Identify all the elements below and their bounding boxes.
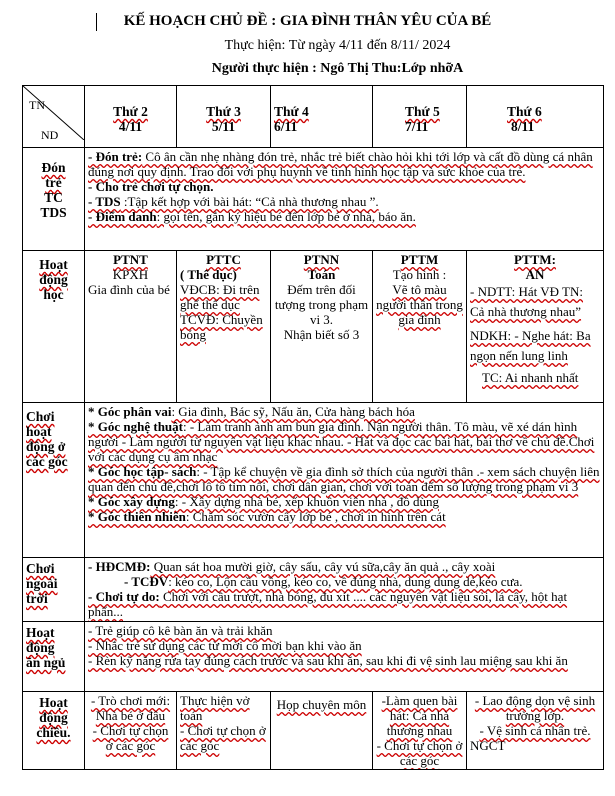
body-text: : kéo co, Lộn cầu vồng, kéo co, về đúng nhà, dung dung dẻ,kéo cưa. <box>168 574 523 589</box>
day-name: Thứ 3 <box>206 104 241 119</box>
bold-head: - Điểm danh <box>88 209 157 224</box>
don-tre-line-2: - Cho trẻ chơi tự chọn. <box>88 179 214 194</box>
body-text: Cô ân cần nhẹ nhàng đón trẻ, nhắc trẻ biết chào hỏi khi tới lớp và cất đồ dùng cá nhân đúng nơi quy định. Trao đổi với phụ huynh về tình hình học tập và sức khỏe của trẻ. <box>88 149 593 179</box>
ngoai-troi-line-1 <box>88 559 600 574</box>
don-tre-line-3 <box>88 194 600 209</box>
row-an-ngu <box>23 622 604 692</box>
row-label-ngoai-troi <box>23 558 85 622</box>
chieu-line: - Vệ sinh cá nhân trẻ. <box>479 723 591 738</box>
don-tre-line-4 <box>88 209 600 224</box>
subject-line: Đếm trên đối tượng trong phạm vi 3. <box>274 282 369 327</box>
goc-thien-nhien <box>88 509 600 524</box>
goc-xay-dung <box>88 494 600 509</box>
subject-head: PTTM: <box>514 252 556 267</box>
label-line: TDS <box>40 205 67 220</box>
chieu-line: Thực hiện vở toán <box>180 693 250 723</box>
subject-head: PTNT <box>113 252 148 267</box>
hdh-wed <box>271 251 373 403</box>
subject-line: VĐCB: Đi trên ghế thể dục <box>180 282 260 312</box>
don-tre-content <box>85 148 604 251</box>
day-date: 4/11 <box>118 119 143 134</box>
subject-sub: AN <box>525 267 545 282</box>
label-line: các góc <box>26 454 68 469</box>
header-row <box>23 86 604 148</box>
row-hoat-dong-hoc <box>23 251 604 403</box>
don-tre-line-1 <box>88 149 600 179</box>
chieu-thu <box>373 692 467 770</box>
subject-line: NDKH: - Nghe hát: Ba ngọn nến lung linh <box>470 328 591 363</box>
subject-line: Gia đình của bé <box>88 282 170 297</box>
subject-line: TCVĐ: Chuyền bóng <box>180 312 263 342</box>
plan-dates: Thực hiện: Từ ngày 4/11 đến 8/11/ 2024 <box>224 38 451 53</box>
subject-line: - NDTT: Hát VĐ TN: Cả nhà thương nhau” <box>470 284 583 319</box>
subject-head: PTTC <box>206 252 241 267</box>
day-date: 8/11 <box>511 119 535 134</box>
body-text: : Gia đình, Bác sỹ, Nấu ăn, Cửa hàng bách hóa <box>171 404 415 419</box>
body-text: Quan sát hoa mười giờ, cây sấu, cây vú sữa,cây ăn quả ., cây xoài <box>150 559 496 574</box>
ngoai-troi-line-2 <box>88 574 600 589</box>
row-choi-goc <box>23 403 604 558</box>
chieu-line: - Chơi tự chọn ở các góc <box>92 723 169 753</box>
chieu-line: Họp chuyên môn <box>276 697 367 712</box>
bold-head: - TCĐV <box>124 574 169 589</box>
subject-head: PTTM <box>400 252 439 267</box>
label-line: Chơi <box>26 409 55 424</box>
day-header-mon <box>85 86 177 148</box>
hdh-mon <box>85 251 177 403</box>
ngoai-troi-content <box>85 558 604 622</box>
day-name: Thứ 5 <box>405 104 440 119</box>
label-line: Đón <box>41 160 66 175</box>
label-line: học <box>43 287 64 302</box>
chieu-line: - Lao động dọn vệ sinh trường lớp. <box>474 693 596 723</box>
day-header-tue <box>177 86 271 148</box>
subject-sub: Toán <box>307 267 336 282</box>
choi-goc-content <box>85 403 604 558</box>
body-text: : Chăm sóc vườn cây lớp bé , chơi in hình trên cát <box>185 509 446 524</box>
day-name: Thứ 6 <box>507 104 542 119</box>
body-text: : gọi tên, gắn ký hiệu bé đến lớp bé ở nhà, báo ăn. <box>156 209 416 224</box>
bold-head: * Góc thiên nhiên <box>88 509 186 524</box>
day-header-thu <box>373 86 467 148</box>
bold-head: - Chơi tự do: <box>88 589 160 604</box>
day-date: 7/11 <box>405 119 429 134</box>
label-line: động ở <box>26 439 66 454</box>
subject-sub: Tạo hình : <box>392 267 447 282</box>
weekly-plan-table <box>22 85 604 770</box>
an-ngu-line: - Rèn kỹ năng rửa tay đúng cách trước và sau khi ăn, sau khi đi vệ sinh lau miệng sau khi ăn <box>88 653 568 668</box>
bold-head: - HĐCMĐ: <box>88 559 151 574</box>
ngoai-troi-line-3 <box>88 589 600 619</box>
chieu-tue <box>177 692 271 770</box>
row-don-tre <box>23 148 604 251</box>
row-label-chieu <box>23 692 85 770</box>
label-line: ăn ngủ <box>26 655 66 670</box>
label-line: Hoạt <box>39 695 68 710</box>
plan-title: KẾ HOẠCH CHỦ ĐỀ : GIA ĐÌNH THÂN YÊU CỦA BÉ <box>123 13 492 29</box>
subject-head: PTNN <box>303 252 340 267</box>
label-line: chiều. <box>36 725 71 740</box>
body-text: : - Làm tranh ảnh am bun gia đình. Nặn người thân. Tô màu, vẽ xé dán hình người - Làm người từ nguyên vật liệu khác nhau. - Hát và đọc các bài hát, bài thơ về chủ đề.Chơi với các dụng cụ âm nhạc <box>88 419 595 464</box>
day-header-fri <box>467 86 604 148</box>
chieu-line: - Trò chơi mới: Nhà bé ở đâu <box>90 693 171 723</box>
subject-line: Nhận biết số 3 <box>283 327 360 342</box>
an-ngu-line: - Trẻ giúp cô kê bàn ăn và trải khăn <box>88 623 273 638</box>
hdh-thu <box>373 251 467 403</box>
bold-head: * Góc phân vai <box>88 404 172 419</box>
row-label-choi-goc <box>23 403 85 558</box>
chieu-wed <box>271 692 373 770</box>
label-line: Hoạt <box>39 257 68 272</box>
an-ngu-line: - Nhắc trẻ sử dụng các từ mời cô mời bạn khi vào ăn <box>88 638 362 653</box>
body-text: : - Tập kể chuyện về gia đình sở thích của người thân .- xem sách chuyện liên quan đến chủ đề,chơi lô tô tìm nối, chơi dân gian, chơi với toán đếm số lượng trong phạm vi 3 <box>88 464 600 494</box>
label-line: Hoạt <box>26 625 55 640</box>
label-line: động <box>39 710 68 725</box>
corner-cell <box>23 86 85 148</box>
label-line: Chơi <box>26 561 55 576</box>
chieu-line: - Chơi tự chọn ở các góc <box>376 738 463 768</box>
hdh-tue <box>177 251 271 403</box>
body-text: : - Xây dựng nhà bé, xếp khuôn viên nhà , đồ dùng <box>174 494 440 509</box>
day-date: 5/11 <box>211 119 236 134</box>
chieu-fri <box>467 692 604 770</box>
bold-head: - TDS <box>88 194 121 209</box>
day-name: Thứ 2 <box>113 104 148 119</box>
day-date: 6/11 <box>274 119 298 134</box>
bold-head: * Góc xây dựng <box>88 494 175 509</box>
body-text: Chơi với cầu trượt, nhà bóng, đu xít .... các nguyên vật liệu sỏi, lá cây, hột hạt phấn... <box>88 589 568 619</box>
goc-phan-vai <box>88 404 600 419</box>
corner-bottom-label: ND <box>41 128 59 142</box>
subject-line: Vẽ tô màu người thân trong gia đình <box>376 282 463 327</box>
plan-teacher: Người thực hiện : Ngô Thị Thu:Lớp nhỡA <box>211 61 464 76</box>
row-ngoai-troi <box>23 558 604 622</box>
chieu-line: - Chơi tự chọn ở các góc <box>180 723 266 753</box>
row-chieu <box>23 692 604 770</box>
label-line: động <box>39 272 68 287</box>
hdh-fri <box>467 251 604 403</box>
row-label-don-tre <box>23 148 85 251</box>
bold-head: * Góc nghệ thuật <box>88 419 183 434</box>
goc-nghe-thuat <box>88 419 600 464</box>
subject-line: TC: Ai nhanh nhất <box>482 370 579 385</box>
label-line: động <box>26 640 55 655</box>
day-name: Thứ 4 <box>274 104 309 119</box>
label-line: hoạt <box>26 424 52 439</box>
chieu-line: -Làm quen bài hát: Cả nhà thương nhau <box>381 693 458 738</box>
label-line: trẻ <box>45 175 62 190</box>
body-text: :Tập kết hợp với bài hát: “Cả nhà thương nhau ”. <box>120 194 379 209</box>
label-line: trời <box>26 591 48 606</box>
label-line: TC <box>44 190 63 205</box>
goc-hoc-tap <box>88 464 600 494</box>
subject-line: KPXH <box>112 267 149 282</box>
corner-top-label: TN <box>29 98 45 112</box>
chieu-line: NGCT <box>470 738 506 753</box>
row-label-hoat-dong-hoc <box>23 251 85 403</box>
day-header-wed <box>271 86 373 148</box>
bold-head: - Đón trẻ: <box>88 149 143 164</box>
chieu-mon <box>85 692 177 770</box>
bold-head: * Góc học tập- sách <box>88 464 197 479</box>
an-ngu-content <box>85 622 604 692</box>
subject-sub: ( Thể dục) <box>180 267 237 282</box>
row-label-an-ngu <box>23 622 85 692</box>
label-line: ngoài <box>26 576 58 591</box>
